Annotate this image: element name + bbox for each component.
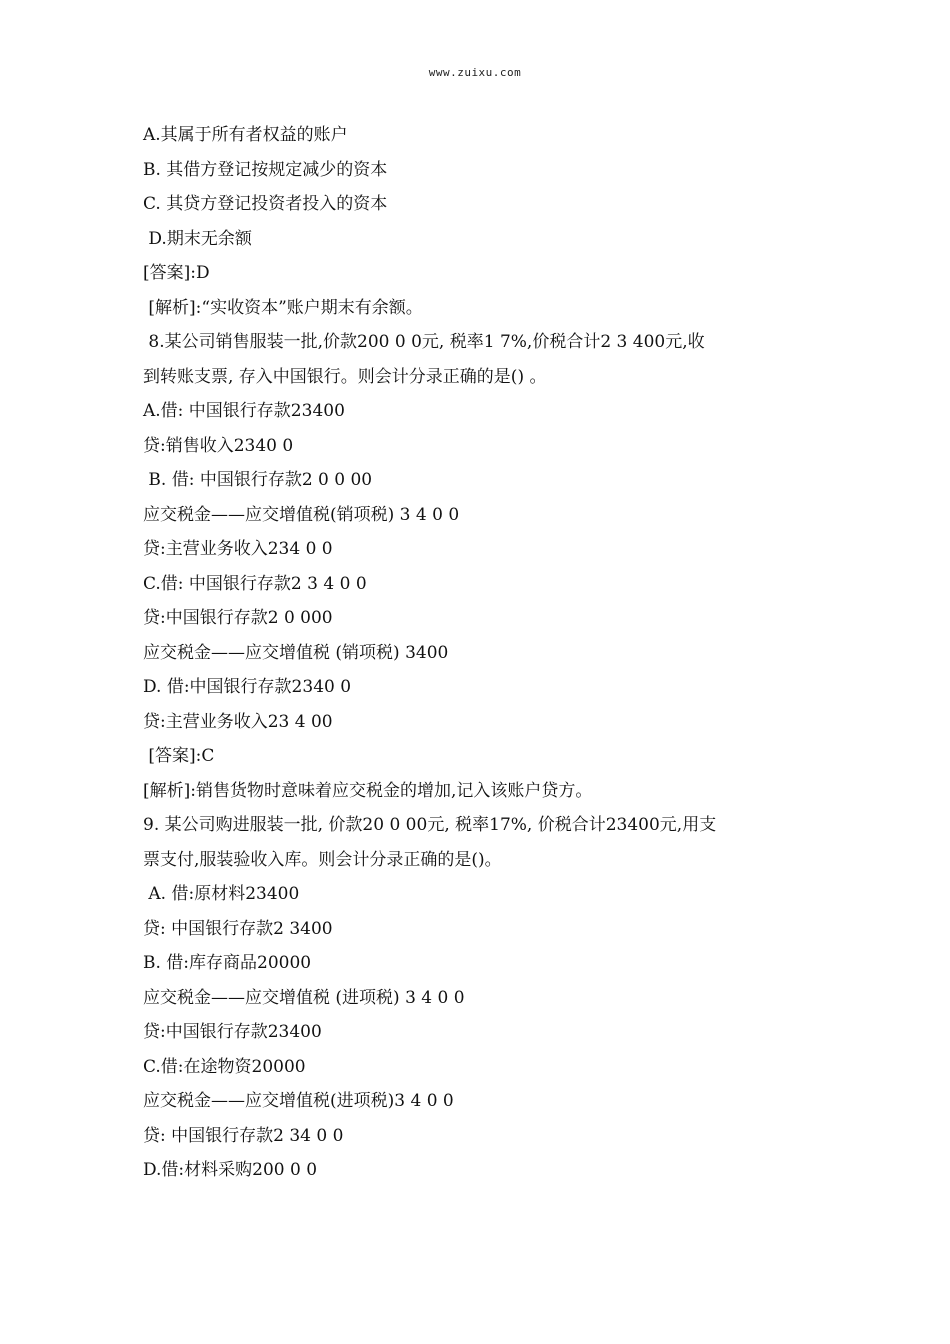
text-line: 贷:主营业务收入234 0 0 <box>143 539 333 559</box>
text-line: 贷:主营业务收入23 4 00 <box>143 711 333 732</box>
text-line: 应交税金——应交增值税 (进项税) 3 4 0 0 <box>143 987 465 1008</box>
question-8-line: 8.某公司销售服装一批,价款200 0 0元, 税率1 7%,价税合计2 3 400元,收 <box>143 332 705 352</box>
text-line: 应交税金——应交增值税(销项税) 3 4 0 0 <box>143 504 460 525</box>
page-header-url: www.zuixu.com <box>428 66 522 79</box>
text-line: C.借:在途物资20000 <box>143 1056 306 1077</box>
text-line: C. 其贷方登记投资者投入的资本 <box>143 194 388 214</box>
text-line: B. 借: 中国银行存款2 0 0 00 <box>143 470 373 490</box>
text-line: B. 其借方登记按规定减少的资本 <box>143 159 388 180</box>
text-line: 贷: 中国银行存款2 34 0 0 <box>143 1125 344 1146</box>
text-line: 贷:销售收入2340 0 <box>143 435 294 456</box>
text-line: B. 借:库存商品20000 <box>143 953 312 973</box>
question-9-line: 9. 某公司购进服装一批, 价款20 0 00元, 税率17%, 价税合计23400元,用支 <box>143 815 717 835</box>
text-line: D.期末无余额 <box>143 228 252 249</box>
text-line: D. 借:中国银行存款2340 0 <box>143 677 352 697</box>
analysis-line: [解析]:销售货物时意味着应交税金的增加,记入该账户贷方。 <box>143 780 593 801</box>
text-line: 应交税金——应交增值税 (销项税) 3400 <box>143 642 449 663</box>
answer-line: [答案]:C <box>143 746 215 766</box>
analysis-line: [解析]:“实收资本”账户期末有余额。 <box>143 297 423 318</box>
question-8-line: 到转账支票, 存入中国银行。则会计分录正确的是() 。 <box>143 366 547 387</box>
text-line: A.借: 中国银行存款23400 <box>143 401 345 421</box>
text-line: A.其属于所有者权益的账户 <box>143 125 348 145</box>
text-line: 贷:中国银行存款23400 <box>143 1022 322 1042</box>
text-line: D.借:材料采购200 0 0 <box>143 1160 318 1180</box>
text-line: C.借: 中国银行存款2 3 4 0 0 <box>143 573 367 594</box>
text-line: A. 借:原材料23400 <box>143 884 300 904</box>
question-9-line: 票支付,服装验收入库。则会计分录正确的是()。 <box>143 849 502 870</box>
text-line: 贷: 中国银行存款2 3400 <box>143 918 333 939</box>
text-line: 贷:中国银行存款2 0 000 <box>143 608 333 628</box>
text-line: 应交税金——应交增值税(进项税)3 4 0 0 <box>143 1091 454 1111</box>
answer-line: [答案]:D <box>143 263 210 283</box>
document-body <box>143 118 823 1188</box>
